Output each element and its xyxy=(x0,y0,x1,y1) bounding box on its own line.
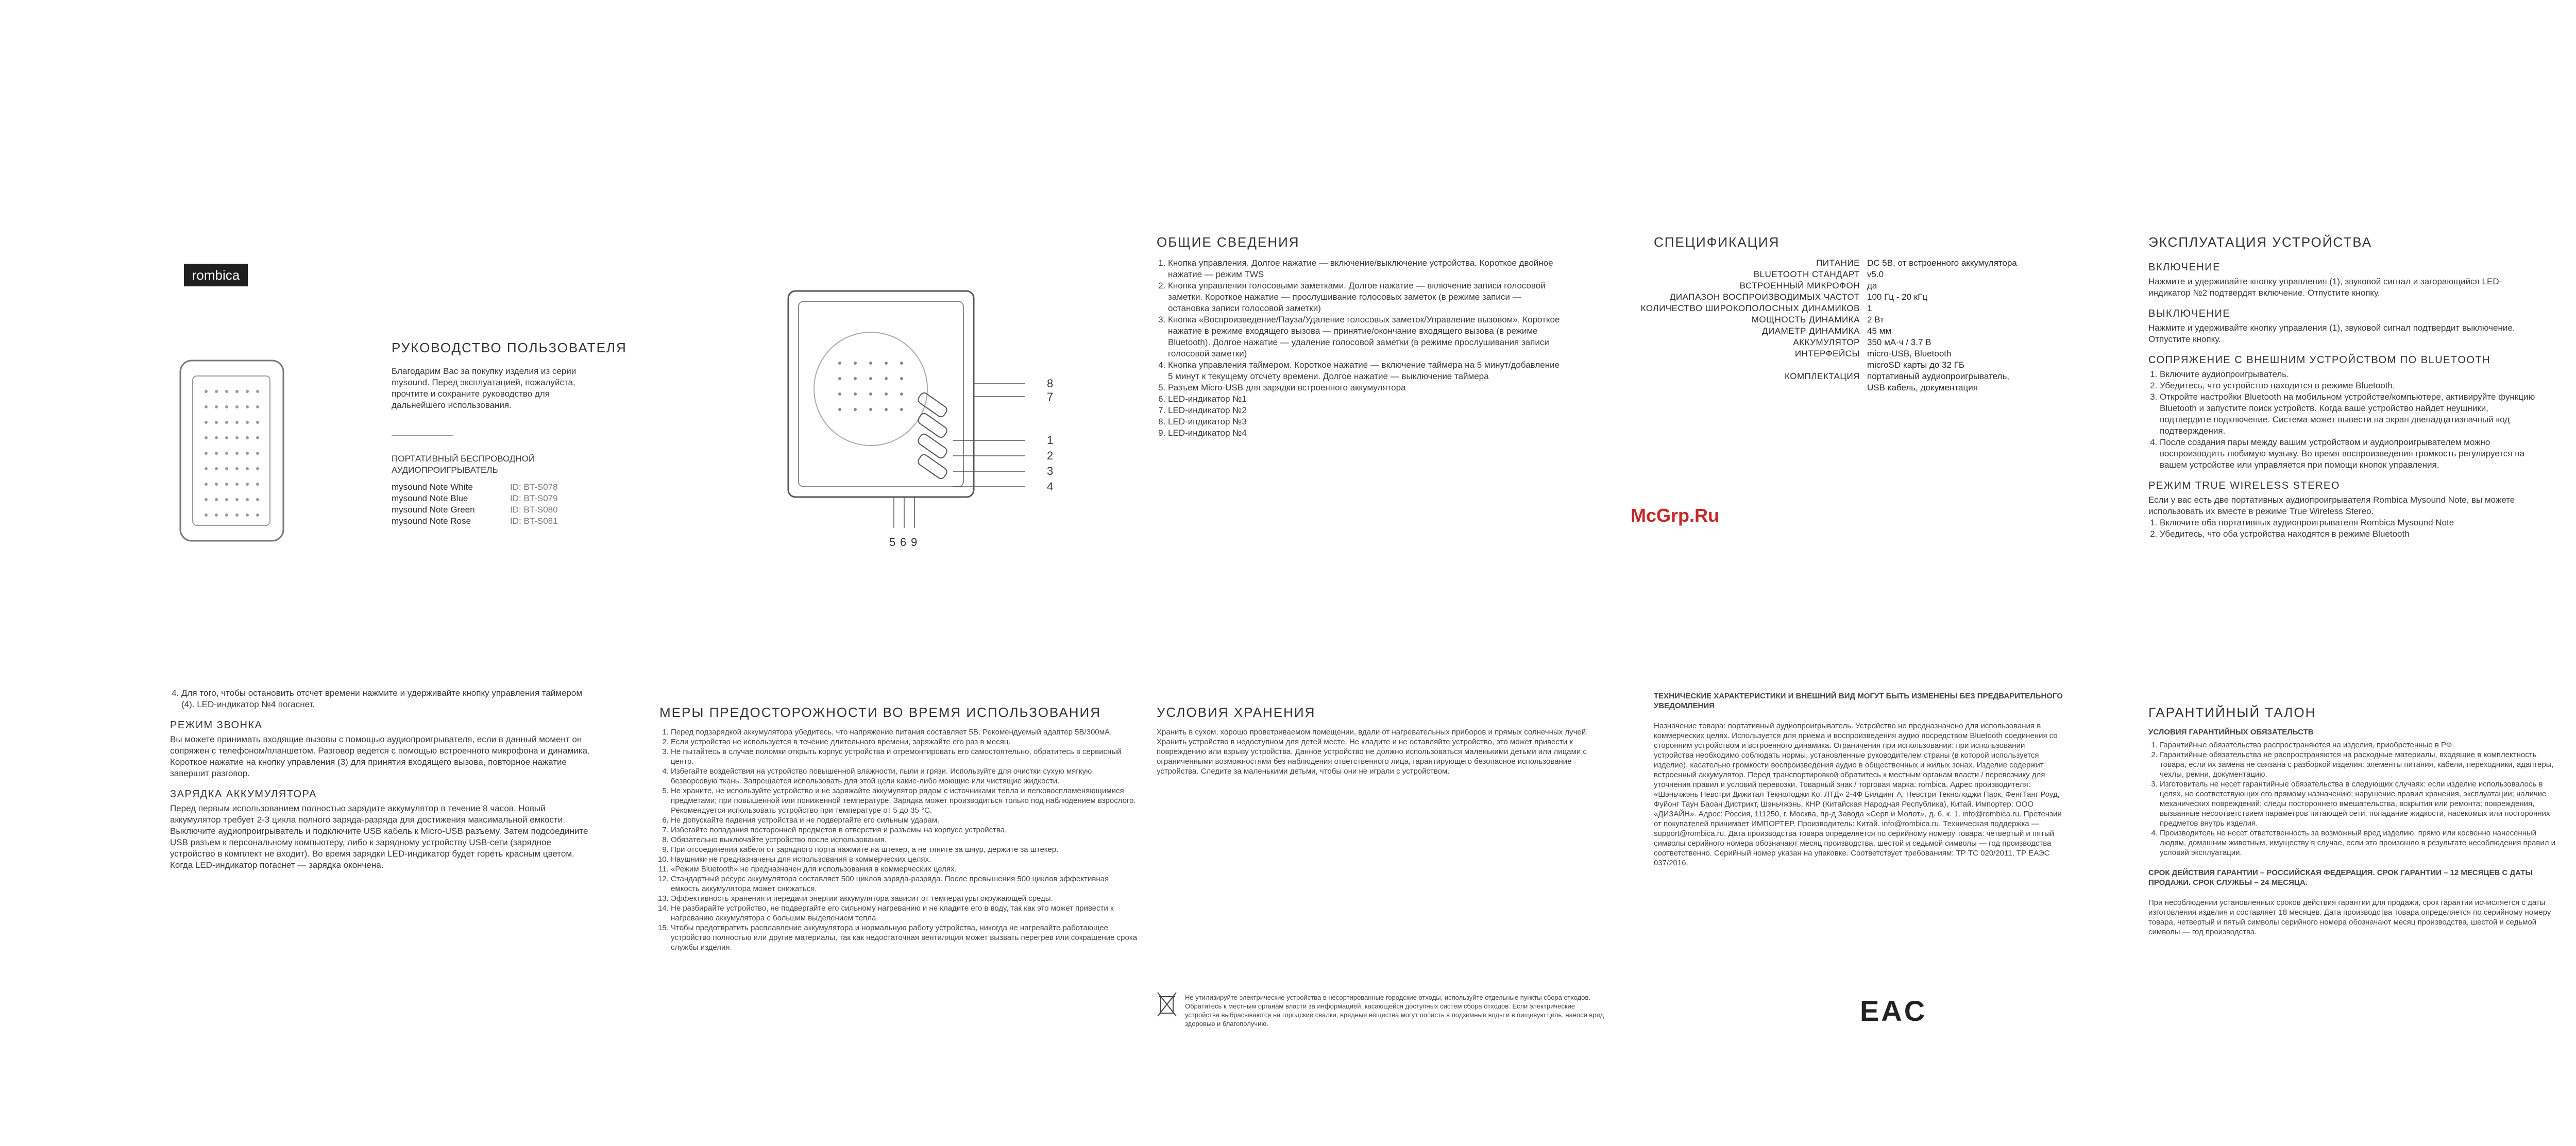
model-row: mysound Note Green ID: BT-S080 xyxy=(392,505,558,515)
storage-text: Хранить в сухом, хорошо проветриваемом помещении, вдали от нагревательных приборов и прямых солнечных лучей. Хранить устройство в недоступном для детей месте. Не кладите и не оставляйте устройство, это может привести к повреждению или взрыву устройства. Данное устройство не должно использоваться маленькими детьми или лицами с ограниченными возможностями без наблюдения ответственного лица, гарантирующего безопасное использование устройства. Следите за маленькими детьми, чтобы они не играли с устройством. xyxy=(1157,728,1588,776)
list-item: 3. Откройте настройки Bluetooth на мобильном устройстве/компьютере, активируйте функцию Bluetooth и запустите поиск устройств. Когда ваше устройство найдет неушники, подтвердите подключение. Система может вывести на экран двенадцатизначный код подтверждения. xyxy=(2160,391,2540,437)
storage-title: УСЛОВИЯ ХРАНЕНИЯ xyxy=(1157,705,1316,720)
tws-title: РЕЖИМ TRUE WIRELESS STEREO xyxy=(2148,480,2340,491)
list-item: 14. Не разбирайте устройство, не подвергайте его сильному нагреванию и не кладите его в воду, так как это может привести к нагреванию аккумулятора с большим выделением тепла. xyxy=(671,903,1140,923)
list-item: 2. Если устройство не используется в течение длительного времени, заряжайте его раз в месяц. xyxy=(671,737,1140,747)
callout-8: 8 xyxy=(1047,377,1054,390)
warranty-title: ГАРАНТИЙНЫЙ ТАЛОН xyxy=(2148,705,2316,720)
operation-section xyxy=(2148,252,2540,540)
list-item: 2. Убедитесь, что оба устройства находятся в режиме Bluetooth xyxy=(2160,528,2540,540)
warranty-section xyxy=(2148,727,2561,937)
list-item: 4. Для того, чтобы остановить отсчет времени нажмите и удерживайте кнопку управления таймером (4). LED-индикатор №4 погаснет. xyxy=(181,688,598,710)
list-item: 2. Кнопка управления голосовыми заметками. Долгое нажатие — включение записи голосовой заметки. Короткое нажатие — прослушивание голосовых заметок (в режиме записи — остановка записи голосовой заметки) xyxy=(1168,280,1565,314)
list-item: 4. Избегайте воздействия на устройство повышенной влажности, пыли и грязи. Используйте для очистки сухую мягкую безворсовую ткань. Запрещается использовать для этой цели какие-либо моющие или чистящие жидкости. xyxy=(671,766,1140,786)
list-item: 7. Избегайте попадания посторонней предметов в отверстия и разъемы на корпусе устройства. xyxy=(671,825,1140,835)
specs-title: СПЕЦИФИКАЦИЯ xyxy=(1654,234,1780,250)
list-item: 1. Включите оба портативных аудиопроигрывателя Rombica Mysound Note xyxy=(2160,517,2540,528)
warranty-period: СРОК ДЕЙСТВИЯ ГАРАНТИИ – РОССИЙСКАЯ ФЕДЕРАЦИЯ. СРОК ГАРАНТИИ – 12 МЕСЯЦЕВ С ДАТЫ ПРОДАЖИ. СРОК СЛУЖБЫ – 24 МЕСЯЦА. xyxy=(2148,868,2533,887)
product-type: ПОРТАТИВНЫЙ БЕСПРОВОДНОЙ АУДИОПРОИГРЫВАТЕЛЬ xyxy=(392,454,535,475)
callout-1: 1 xyxy=(1047,434,1054,447)
list-item: 3. Не пытайтесь в случае поломки открыть корпус устройства и отремонтировать его самостоятельно, обратитесь в сервисный центр. xyxy=(671,747,1140,766)
list-item: 3. Кнопка «Воспроизведение/Пауза/Удаление голосовых заметок/Управление вызовом». Короткое нажатие в режиме входящего вызова — принятие/окончание входящего вызова (в режиме Bluetooth). Долгое нажатие — удаление голосовой заметки (в режиме прослушивания записи голосовой заметки) xyxy=(1168,314,1565,360)
cover-intro: Благодарим Вас за покупку изделия из серии mysound. Перед эксплуатацией, пожалуйста, прочтите и сохраните руководство для дальнейшего использования. xyxy=(392,366,577,410)
callout-2: 2 xyxy=(1047,449,1054,462)
disposal-text: Не утилизируйте электрические устройства в несортированные городские отходы, используйте отдельные пункты сбора отходов. Обратитесь к местным органам власти за информацией, касающейся доступных систем сбора отходов. Если электрические устройства выбрасываются на городские свалки, вредные вещества могут попасть в подземные воды и в пищевую цепь, нанося вред здоровью и благополучию. xyxy=(1185,994,1604,1028)
call-title: РЕЖИМ ЗВОНКА xyxy=(170,720,263,731)
list-item: 7. LED-индикатор №2 xyxy=(1168,405,1565,416)
list-item: 1. Перед подзарядкой аккумулятора убедитесь, что напряжение питания составляет 5В. Рекомендуемый адаптер 5В/300мА. xyxy=(671,727,1140,737)
list-item: 4. Кнопка управления таймером. Короткое нажатие — включение таймера на 5 минут/добавление 5 минут к текущему отсчету времени. Долгое нажатие — выключение таймера xyxy=(1168,360,1565,382)
spec-row: microSD карты до 32 ГБ xyxy=(1867,360,1965,370)
warranty-list xyxy=(2148,740,2561,858)
model-list xyxy=(392,482,558,527)
callout-9: 9 xyxy=(911,536,918,549)
list-item: 6. Не допускайте падения устройства и не подвергайте его сильным ударам. xyxy=(671,815,1140,825)
tws-list xyxy=(2148,517,2540,540)
list-item: 9. LED-индикатор №4 xyxy=(1168,427,1565,439)
spec-row: АККУМУЛЯТОР 350 мА·ч / 3.7 В xyxy=(1793,337,1931,347)
rombica-logo: rombica xyxy=(184,264,248,286)
pairing-list xyxy=(2148,369,2540,471)
charge-title: ЗАРЯДКА АККУМУЛЯТОРА xyxy=(170,789,317,800)
list-item: 8. Обязательно выключайте устройство после использования. xyxy=(671,835,1140,845)
list-item: 15. Чтобы предотвратить расплавление аккумулятора и нормальную работу устройства, никогда не нагревайте работающее устройство полностью или другие материалы, так как недостаточная вентиляция может вызвать перегрев или сокращение срока службы изделия. xyxy=(671,923,1140,952)
cover-title: РУКОВОДСТВО ПОЛЬЗОВАТЕЛЯ xyxy=(392,340,627,355)
power-on-text: Нажмите и удерживайте кнопку управления (1), звуковой сигнал и загорающийся LED-индикатор №2 подтвердят включение. Отпустите кнопку. xyxy=(2148,277,2502,298)
precautions-title: МЕРЫ ПРЕДОСТОРОЖНОСТИ ВО ВРЕМЯ ИСПОЛЬЗОВАНИЯ xyxy=(659,705,1101,720)
callout-5: 5 xyxy=(889,536,896,549)
general-title: ОБЩИЕ СВЕДЕНИЯ xyxy=(1157,234,1300,250)
device-diagram xyxy=(783,286,1036,538)
charge-text: Перед первым использованием полностью зарядите аккумулятор в течение 8 часов. Новый аккумулятор требует 2-3 цикла полного заряда-разряда для достижения максимальной емкости. Выключите аудиопроигрыватель и подключите USB кабель к Micro-USB разъему. Затем подсоедините USB разъем к персональному компьютеру, либо к зарядному устройству USB-сети (зарядное устройство в комплект не входит). Во время зарядки LED-индикатор будет гореть красным цветом. Когда LED-индикатор погаснет — зарядка окончена. xyxy=(170,803,588,870)
callout-7: 7 xyxy=(1047,390,1054,403)
list-item: 1. Гарантийные обязательства распространяются на изделия, приобретенные в РФ. xyxy=(2160,740,2561,750)
spec-row: ДИАПАЗОН ВОСПРОИЗВОДИМЫХ ЧАСТОТ 100 Гц - 20 кГц xyxy=(1669,292,1928,302)
callout-6: 6 xyxy=(900,536,907,549)
spec-change-title: ТЕХНИЧЕСКИЕ ХАРАКТЕРИСТИКИ И ВНЕШНИЙ ВИД МОГУТ БЫТЬ ИЗМЕНЕНЫ БЕЗ ПРЕДВАРИТЕЛЬНОГО УВЕДОМЛЕНИЯ xyxy=(1654,692,2063,710)
model-row: mysound Note Rose ID: BT-S081 xyxy=(392,516,558,526)
spec-row: КОМПЛЕКТАЦИЯ портативный аудиопроигрыватель, USB кабель, документация xyxy=(1785,371,2010,392)
list-item: 11. «Режим Bluetooth» не предназначен для использования в коммерческих целях. xyxy=(671,864,1140,874)
list-item: 9. При отсоединении кабеля от зарядного порта нажмите на штекер, а не тяните за шнур, держите за штекер. xyxy=(671,845,1140,854)
general-list xyxy=(1157,258,1565,439)
power-on-title: ВКЛЮЧЕНИЕ xyxy=(2148,262,2221,273)
warranty-tail: При несоблюдении установленных сроков действия гарантии для продажи, срок гарантии исчисляется с даты изготовления изделия и составляет 18 месяцев. Дата производства товара определяется по серийному номеру товара, четвертый и пятый символы серийного номера обозначают месяц производства, шестой и седьмой символы — год производства. xyxy=(2148,898,2551,936)
list-item: 2. Гарантийные обязательства не распространяются на расходные материалы, входящие в комплектность товара, если их замена не связана с разборкой изделия: элементы питания, кабели, переходники, адаптеры, чехлы, ремни, документацию. xyxy=(2160,750,2561,779)
list-item: 1. Кнопка управления. Долгое нажатие — включение/выключение устройства. Короткое двойное нажатие — режим TWS xyxy=(1168,258,1565,280)
pairing-title: СОПРЯЖЕНИЕ С ВНЕШНИМ УСТРОЙСТВОМ ПО BLUETOOTH xyxy=(2148,354,2491,366)
callout-3: 3 xyxy=(1047,465,1054,477)
specs-table xyxy=(1633,258,2022,394)
callout-4: 4 xyxy=(1047,480,1054,493)
spec-row: ПИТАНИЕ DC 5В, от встроенного аккумулятора xyxy=(1816,258,2017,268)
spec-row: МОЩНОСТЬ ДИНАМИКА 2 Вт xyxy=(1751,315,1884,324)
list-item: 5. Не храните, не используйте устройство и не заряжайте аккумулятор рядом с источниками тепла и легковоспламеняющимися предметами; при повышенной или пониженной температуре. Зарядка может производиться только под наблюдением взрослого. Рекомендуется использовать устройство при температуре от 5 до 35 °С. xyxy=(671,786,1140,815)
call-text: Вы можете принимать входящие вызовы с помощью аудиопроигрывателя, если в данный момент он сопряжен с телефоном/планшетом. Разговор ведется с помощью встроенного микрофона и динамика. Короткое нажатие на кнопку управления (3) для принятия входящего вызова, повторное нажатие завершит разговор. xyxy=(170,734,590,778)
speaker-front-image xyxy=(175,350,294,556)
b1-section xyxy=(170,688,598,871)
recycle-bin-icon xyxy=(1157,991,1177,1017)
cover-divider xyxy=(392,435,453,436)
model-row: mysound Note White ID: BT-S078 xyxy=(392,482,558,492)
power-off-text: Нажмите и удерживайте кнопку управления (1), звуковой сигнал подтвердит выключение. Отпустите кнопку. xyxy=(2148,323,2515,344)
model-row: mysound Note Blue ID: BT-S079 xyxy=(392,493,558,503)
tws-text: Если у вас есть две портативных аудиопроигрывателя Rombica Mysound Note, вы можете использовать их вместе в режиме True Wireless Stereo. xyxy=(2148,495,2515,516)
list-item: 10. Наушники не предназначены для использования в коммерческих целях. xyxy=(671,854,1140,864)
list-item: 2. Убедитесь, что устройство находится в режиме Bluetooth. xyxy=(2160,380,2540,391)
spec-row: ИНТЕРФЕЙСЫ micro-USB, Bluetooth xyxy=(1794,349,1952,358)
list-item: 12. Стандартный ресурс аккумулятора составляет 500 циклов заряда-разряда. После превышения 500 циклов эффективная емкость аккумулятора может снижаться. xyxy=(671,874,1140,894)
operation-title: ЭКСПЛУАТАЦИЯ УСТРОЙСТВА xyxy=(2148,234,2372,250)
list-item: 6. LED-индикатор №1 xyxy=(1168,394,1565,405)
list-item: 1. Включите аудиопроигрыватель. xyxy=(2160,369,2540,380)
spec-row: ВСТРОЕННЫЙ МИКРОФОН да xyxy=(1739,281,1877,290)
list-item: 4. Производитель не несет ответственность за возможный вред изделию, прямо или косвенно нанесенный людям, домашним животным, имуществу в случае, если это произошло в результате несоблюдения правил и условий эксплуатации. xyxy=(2160,828,2561,858)
eac-mark: EAC xyxy=(1860,995,1927,1027)
list-item: 8. LED-индикатор №3 xyxy=(1168,416,1565,427)
precautions-list xyxy=(659,727,1140,952)
watermark: McGrp.Ru xyxy=(1631,505,1720,526)
list-item: 3. Изготовитель не несет гарантийные обязательства в следующих случаях: если изделие использовалось в целях, не соответствующих его прямому назначению; нарушение правил хранения, эксплуатации; наличие механических повреждений; следы постороннего вмешательства, вскрытия или ремонта; повреждения, вызванные несоответствием параметров питающей сети; попадание жидкости, насекомых или посторонних предметов внутрь изделия. xyxy=(2160,779,2561,828)
spec-row: КОЛИЧЕСТВО ШИРОКОПОЛОСНЫХ ДИНАМИКОВ 1 xyxy=(1640,303,1872,313)
power-off-title: ВЫКЛЮЧЕНИЕ xyxy=(2148,308,2231,319)
spec-row: BLUETOOTH СТАНДАРТ v5.0 xyxy=(1753,269,1884,279)
list-item: 13. Эффективность хранения и передачи энергии аккумулятора зависит от температуры окружающей среды. xyxy=(671,894,1140,903)
spec-row: ДИАМЕТР ДИНАМИКА 45 мм xyxy=(1762,326,1892,336)
timer-stop-list xyxy=(170,688,598,710)
warranty-subtitle: УСЛОВИЯ ГАРАНТИЙНЫХ ОБЯЗАТЕЛЬСТВ xyxy=(2148,728,2314,737)
list-item: 5. Разъем Micro-USB для зарядки встроенного аккумулятора xyxy=(1168,382,1565,394)
legal-text: Назначение товара: портативный аудиопроигрыватель. Устройство не предназначено для использования в коммерческих целях. Используется для приема и воспроизведения аудио посредством Bluetooth соединения со сторонним устройством и встроенного динамика. Ограничения при использовании: при использовании устройства необходимо соблюдать нормы, установленные руководителем страны (в которой используется изделие), касательно громкости воспроизведения аудио в общественных и жилых зонах. Изделие содержит встроенный аккумулятор. Перед транспортировкой обратитесь к местным органам власти / перевозчику для уточнения правил и условий перевозки. Товарный знак / торговая марка: rombica. Адрес производителя: «Шэньчжэнь Невстри Дижитал Текнолоджи Ко. ЛТД» 2-4Ф Билдинг А, Невстри Текнолоджи Парк, ФенгТанг Роуд, Фуйонг Таун Баоан Дистрикт, Шэньчжэнь, КНР (Китайская Народная Республика), Китай. Импортер: ООО «ДИЗАЙН». Адрес: Россия, 111250, г. Москва, пр-д Завода «Серп и Молот», д. 6, к. 1. info@rombica.ru. Претензии от покупателей принимает ИМПОРТЕР. Производитель: Китай. info@rombica.ru. Техническая поддержка — support@rombica.ru. Дата производства товара определяется по серийному номеру товара: четвертый и пятый символы серийного номера обозначают месяц производства, шестой и седьмой символы — год производства соответственно. Серийный номер указан на упаковке. Соответствует требованиям: ТР ТС 020/2011, ТР ЕАЭС 037/2016. xyxy=(1654,722,2062,867)
list-item: 4. После создания пары между вашим устройством и аудиопроигрывателем можно воспроизводить любимую музыку. Во время воспроизведения громкость регулируется на вашем устройстве или управляется при помощи кнопок управления. xyxy=(2160,437,2540,471)
